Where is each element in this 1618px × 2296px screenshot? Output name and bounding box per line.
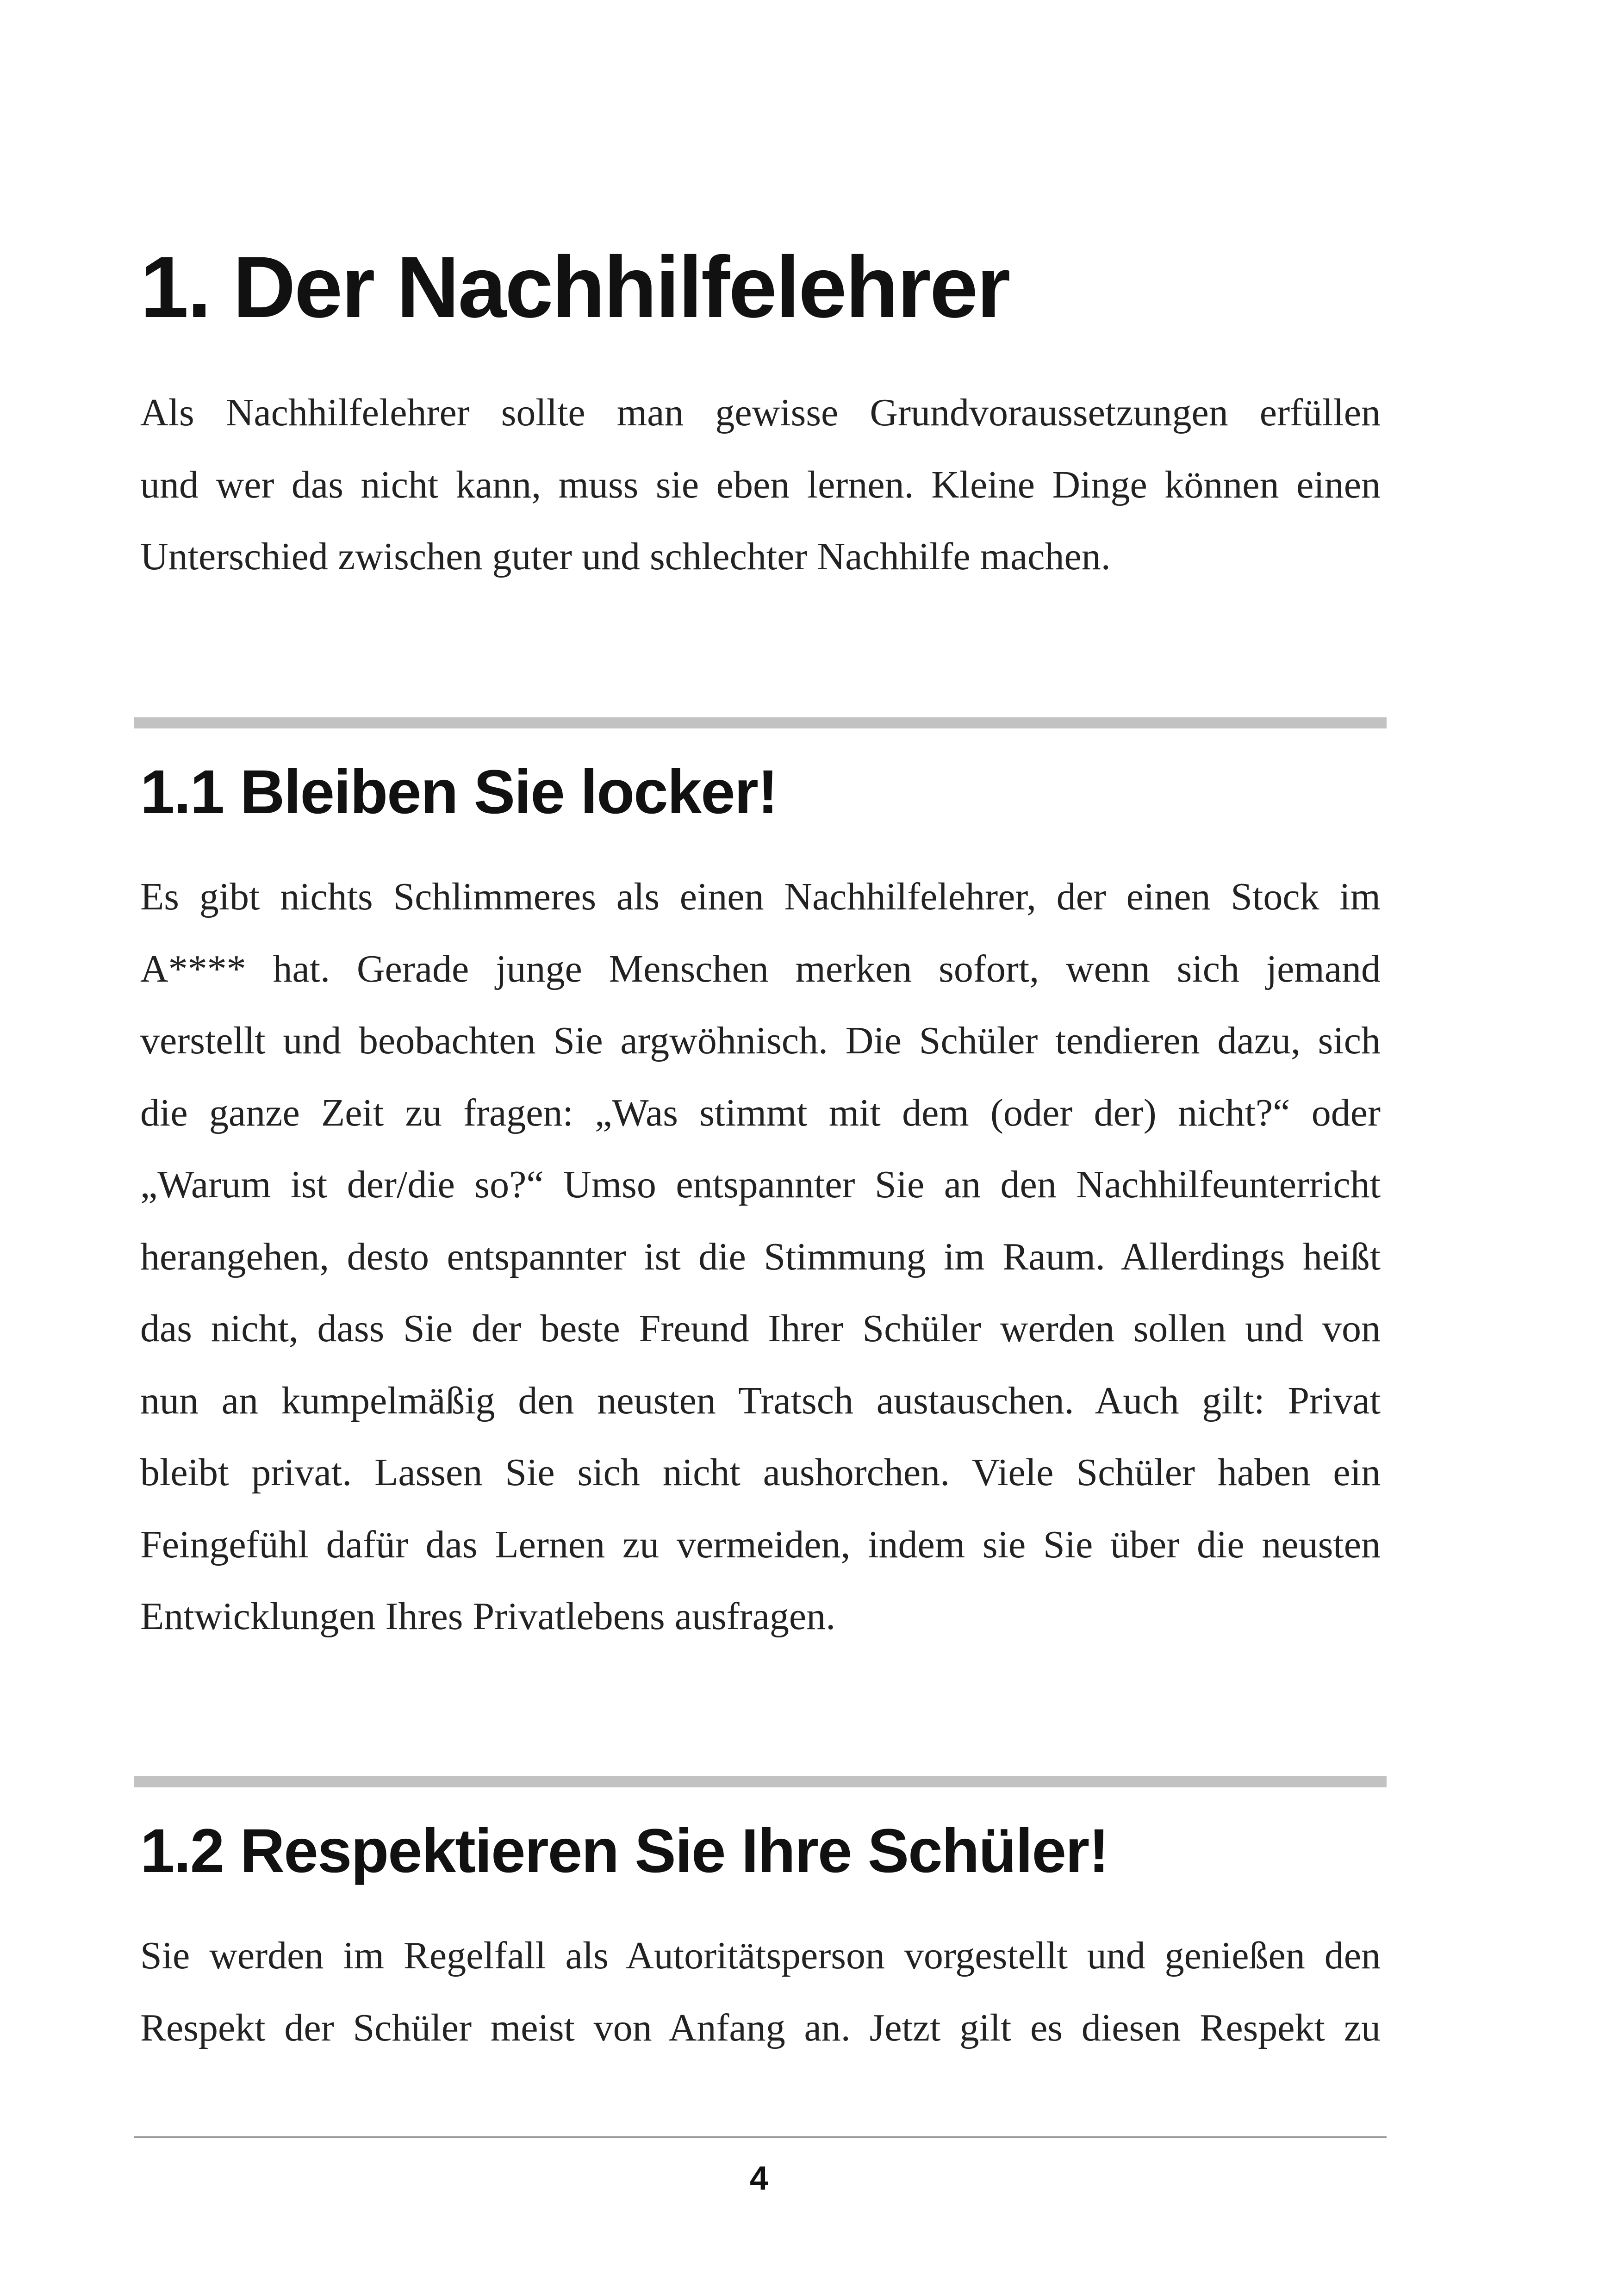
section-divider bbox=[134, 717, 1387, 728]
section-title-1-1: 1.1 Bleiben Sie locker! bbox=[140, 758, 778, 827]
section-1-1-paragraph bbox=[140, 861, 1381, 1653]
text-line: nun an kumpelmäßig den neusten Tratsch austauschen. Auch gilt: Privat bbox=[140, 1379, 1381, 1422]
section-title-1-2: 1.2 Respektieren Sie Ihre Schüler! bbox=[140, 1817, 1108, 1885]
text-line: Feingefühl dafür das Lernen zu vermeiden, indem sie Sie über die neusten bbox=[140, 1523, 1381, 1566]
footer-rule bbox=[134, 2136, 1387, 2138]
section-divider bbox=[134, 1776, 1387, 1787]
text-line: herangehen, desto entspannter ist die Stimmung im Raum. Allerdings heißt bbox=[140, 1235, 1381, 1278]
text-line: verstellt und beobachten Sie argwöhnisch. Die Schüler tendieren dazu, sich bbox=[140, 1019, 1381, 1062]
text-line: Es gibt nichts Schlimmeres als einen Nachhilfelehrer, der einen Stock im bbox=[140, 875, 1381, 918]
text-line: Unterschied zwischen guter und schlechter Nachhilfe machen. bbox=[140, 535, 1111, 578]
page-number: 4 bbox=[749, 2160, 769, 2197]
text-line: Sie werden im Regelfall als Autoritätsperson vorgestellt und genießen den bbox=[140, 1934, 1381, 1977]
text-line: die ganze Zeit zu fragen: „Was stimmt mit dem (oder der) nicht?“ oder bbox=[140, 1091, 1381, 1134]
text-line: Entwicklungen Ihres Privatlebens ausfragen. bbox=[140, 1595, 836, 1638]
section-1-2-paragraph bbox=[140, 1920, 1381, 2064]
text-line: und wer das nicht kann, muss sie eben lernen. Kleine Dinge können einen bbox=[140, 463, 1381, 506]
text-line: Respekt der Schüler meist von Anfang an. Jetzt gilt es diesen Respekt zu bbox=[140, 2006, 1381, 2049]
chapter-intro-paragraph bbox=[140, 377, 1381, 593]
text-line: Als Nachhilfelehrer sollte man gewisse Grundvoraussetzungen erfüllen bbox=[140, 391, 1381, 434]
chapter-title: 1. Der Nachhilfelehrer bbox=[140, 238, 1009, 336]
text-line: das nicht, dass Sie der beste Freund Ihrer Schüler werden sollen und von bbox=[140, 1307, 1381, 1350]
text-line: A**** hat. Gerade junge Menschen merken sofort, wenn sich jemand bbox=[140, 947, 1381, 990]
text-line: „Warum ist der/die so?“ Umso entspannter Sie an den Nachhilfeunterricht bbox=[140, 1163, 1381, 1206]
text-line: bleibt privat. Lassen Sie sich nicht aushorchen. Viele Schüler haben ein bbox=[140, 1451, 1381, 1494]
